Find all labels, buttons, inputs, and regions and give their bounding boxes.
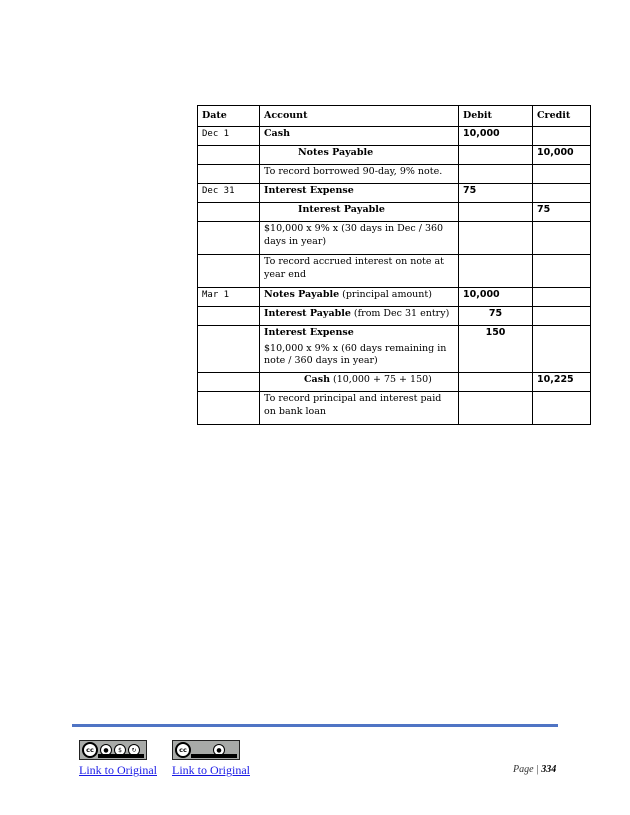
credit-cell: 10,000 [533,146,591,165]
account-note: (10,000 + 75 + 150) [329,374,432,385]
header-debit: Debit [459,106,533,127]
debit-cell [459,373,533,392]
date-cell [198,392,260,425]
account-cell: Cash [260,127,459,146]
page-label: Page [513,764,534,775]
date-cell: Mar 1 [198,288,260,307]
account-name: Cash [304,374,330,385]
table-row [198,326,591,373]
account-cell: Notes Payable [260,146,459,165]
header-date: Date [198,106,260,127]
table-row [198,255,591,288]
debit-cell [459,392,533,425]
credit-cell [533,127,591,146]
debit-cell [459,146,533,165]
account-cell [260,373,459,392]
account-cell: To record principal and interest paid on bank loan [260,392,459,425]
cycle-icon: ↻ [128,744,140,756]
debit-cell [459,203,533,222]
account-cell [260,307,459,326]
account-cell [260,288,459,307]
account-detail: $10,000 x 9% x (60 days remaining in note / 360 days in year) [264,342,447,366]
debit-cell [459,255,533,288]
date-cell [198,255,260,288]
page-separator: | [533,764,542,775]
account-name: Interest Expense [264,327,354,338]
debit-cell: 10,000 [459,127,533,146]
date-cell [198,326,260,373]
date-cell [198,222,260,255]
account-cell [260,326,459,373]
credit-cell [533,165,591,184]
table-row [198,307,591,326]
link-to-original-2[interactable]: Link to Original [172,763,250,777]
account-cell: Interest Expense [260,184,459,203]
account-cell: To record accrued interest on note at year end [260,255,459,288]
debit-cell: 75 [459,307,533,326]
table-row [198,373,591,392]
credit-cell [533,255,591,288]
debit-cell [459,222,533,255]
cc-by-badge[interactable] [172,740,240,760]
account-note: (principal amount) [339,289,432,300]
account-name: Interest Payable [264,308,351,319]
date-cell [198,165,260,184]
badge-strip [191,754,237,758]
account-cell: $10,000 x 9% x (30 days in Dec / 360 days in year) [260,222,459,255]
account-cell: To record borrowed 90-day, 9% note. [260,165,459,184]
date-cell [198,146,260,165]
badge-strip [98,754,144,758]
date-cell: Dec 1 [198,127,260,146]
credit-cell [533,307,591,326]
credit-cell [533,392,591,425]
table-row [198,392,591,425]
header-account: Account [260,106,459,127]
person-icon: ● [213,744,225,756]
table-row [198,127,591,146]
table-row [198,203,591,222]
table-row [198,146,591,165]
cc-icon: cc [175,742,191,758]
table-header-row [198,106,591,127]
date-cell [198,203,260,222]
date-cell: Dec 31 [198,184,260,203]
table-row [198,165,591,184]
table-row [198,184,591,203]
footer-rule [72,724,558,727]
credit-cell [533,288,591,307]
date-cell [198,373,260,392]
credit-cell [533,184,591,203]
debit-cell: 75 [459,184,533,203]
journal-entry-table [197,105,591,425]
credit-cell: 75 [533,203,591,222]
credit-cell [533,222,591,255]
account-cell: Interest Payable [260,203,459,222]
cc-by-nc-sa-badge[interactable] [79,740,147,760]
account-note: (from Dec 31 entry) [350,308,450,319]
page-number [513,764,556,775]
account-name: Notes Payable [264,289,340,300]
cc-icon: cc [82,742,98,758]
dollar-strike-icon: $ [114,744,126,756]
header-credit: Credit [533,106,591,127]
credit-cell: 10,225 [533,373,591,392]
table-row [198,288,591,307]
table-row [198,222,591,255]
page-number-value: 334 [541,764,557,775]
debit-cell: 10,000 [459,288,533,307]
person-icon: ● [100,744,112,756]
credit-cell [533,326,591,373]
debit-cell: 150 [459,326,533,373]
link-to-original-1[interactable]: Link to Original [79,763,157,777]
debit-cell [459,165,533,184]
date-cell [198,307,260,326]
